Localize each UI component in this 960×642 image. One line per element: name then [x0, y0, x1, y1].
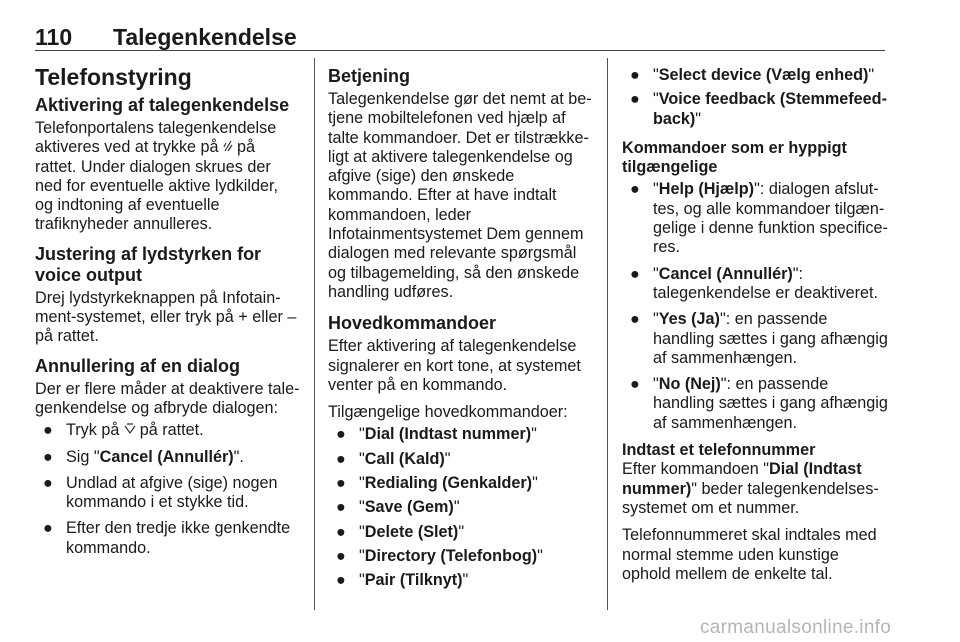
operation-text: Talegenkendelse gør det nemt at betjene mobiltelefonen ved hjælp af talte kommandoer. Det er tilstrækkeligt at aktivere talegenkendelse og afgive (sige) den ønskede kommando. Efter at have indtalt kommandoen, leder Infotainmentsystemet Dem gennem dialogen med relevante spørgsmål og tilbagemelding, så den ønskede handling udføres. — [328, 90, 592, 301]
enter-number-note: Telefonnummeret skal indtales med normal stemme uden kunstige ophold mellem de enkelte tal. — [622, 526, 877, 583]
heading-activation: Aktivering af talegenkendelse — [35, 95, 290, 115]
column-divider-1 — [314, 58, 315, 610]
column-divider-2 — [607, 58, 608, 610]
cancel-dialog-text: Der er flere måder at deaktivere talegenkendelse og afbryde dialogen: — [35, 379, 300, 417]
column-1 — [35, 60, 300, 565]
running-title: Talegenkendelse — [113, 24, 297, 50]
main-commands-text: Efter aktivering af talegenkendelse signalerer en kort tone, at systemet venter på en kommando. — [328, 337, 581, 394]
list-item: ● Tryk på på rattet. — [43, 421, 204, 440]
activation-text: Telefonportalens talegenkendelse aktiveres ved at trykke på på rattet. Under dialogen skrues der ned for eventuelle aktive lydkilder, og indtoning af eventuelle trafiknyheder annulleres. — [35, 119, 278, 234]
main-commands-list — [328, 425, 593, 590]
frequent-commands-list — [622, 180, 888, 433]
heading-cancel-dialog: Annullering af en dialog — [35, 355, 241, 376]
column-2 — [328, 60, 593, 596]
list-item: ● Efter den tredje ikke genkendte kommando. — [43, 519, 291, 557]
list-item: ● "Cancel (Annullér)": talegenkendelse er deaktiveret. — [630, 264, 878, 302]
column-3 — [622, 60, 888, 584]
list-item: ● "Dial (Indtast nummer)" — [336, 425, 537, 444]
list-item: ● "Pair (Tilknyt)" — [336, 571, 469, 590]
list-item: ● "Select device (Vælg enhed)" — [630, 66, 875, 84]
list-item: ● "Voice feedback (Stemmefeedback)" — [630, 90, 887, 128]
list-item: ● "No (Nej)": en passende handling sættes i gang afhængig af sammenhængen. — [630, 375, 888, 432]
heading-volume: Justering af lydstyrken for voice output — [35, 243, 262, 285]
list-item: ● "Call (Kald)" — [336, 449, 451, 468]
watermark: carmanualsonline.info — [700, 617, 892, 638]
volume-text: Drej lydstyrkeknappen på Infotainment-systemet, eller tryk på + eller – på rattet. — [35, 288, 297, 346]
header-rule — [35, 50, 885, 51]
list-item: ● "Help (Hjælp)": dialogen afsluttes, og alle kommandoer tilgængelige i denne funktion specificeres. — [630, 180, 888, 257]
more-commands-list — [622, 66, 888, 129]
list-item: ● "Save (Gem)" — [336, 498, 460, 517]
phone-voice-icon — [223, 139, 237, 155]
section-title: Telefonstyring — [35, 64, 192, 90]
cancel-options-list — [35, 421, 300, 558]
hang-up-icon — [124, 422, 140, 438]
list-item: ● Sig "Cancel (Annullér)". — [43, 447, 244, 466]
page-number: 110 — [35, 24, 73, 50]
list-item: ● Undlad at afgive (sige) nogen kommando i et stykke tid. — [43, 473, 278, 512]
heading-enter-number: Indtast et telefonnummer — [622, 441, 816, 460]
list-item: ● "Directory (Telefonbog)" — [336, 546, 543, 565]
list-item: ● "Redialing (Genkalder)" — [336, 474, 538, 493]
list-item: ● "Delete (Slet)" — [336, 522, 465, 541]
list-item: ● "Yes (Ja)": en passende handling sættes i gang afhængig af sammenhængen. — [630, 310, 888, 367]
page-header — [35, 22, 885, 52]
available-commands-text: Tilgængelige hovedkommandoer: — [328, 403, 568, 422]
heading-main-commands: Hovedkommandoer — [328, 313, 497, 334]
heading-frequent-commands: Kommandoer som er hyppigt tilgængelige — [622, 138, 847, 177]
heading-operation: Betjening — [328, 66, 411, 86]
enter-number-text: Efter kommandoen "Dial (Indtast nummer)" beder talegenkendelsessystemet om et nummer. — [622, 460, 879, 517]
